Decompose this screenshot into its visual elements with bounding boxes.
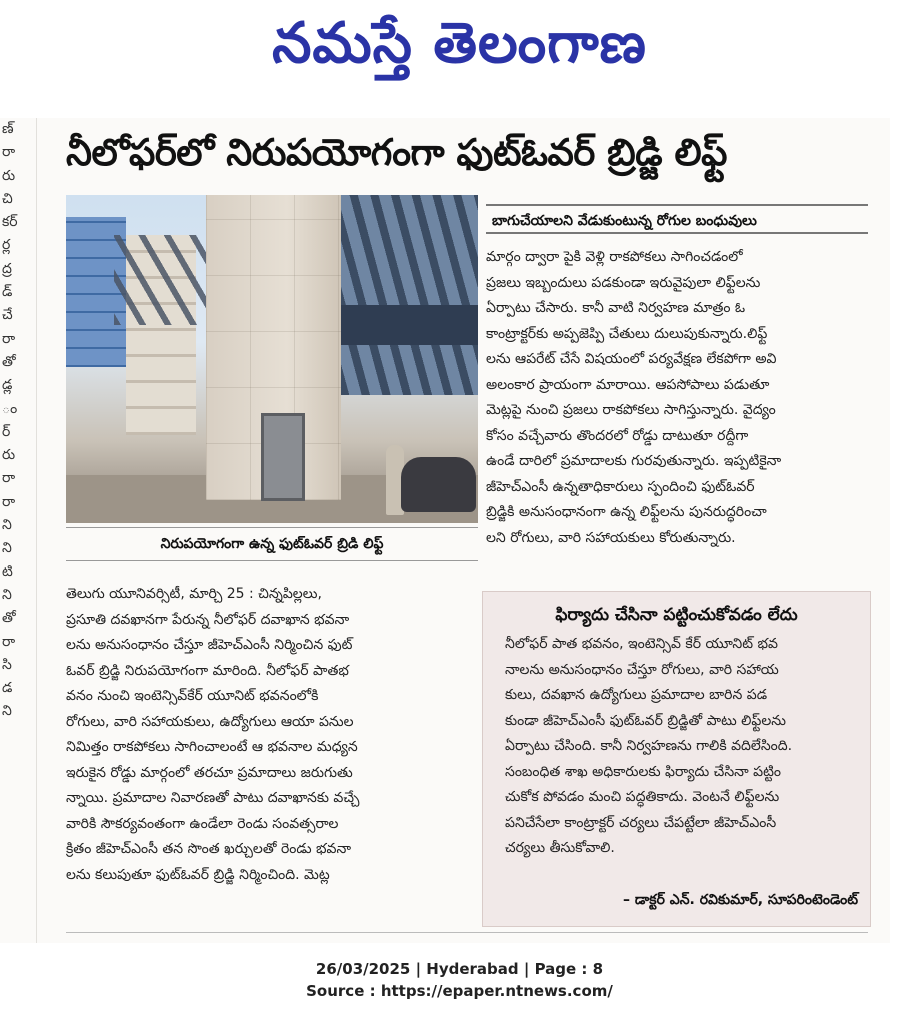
quote-line: సంబంధిత శాఖ అధికారులకు ఫిర్యాదు చేసినా పట్టిం — [505, 763, 781, 780]
photo-steel-beam — [341, 305, 478, 345]
footer-date-edition: 26/03/2025 | Hyderabad | Page : 8 — [315, 960, 604, 978]
photo-lift-door — [261, 413, 305, 501]
adjacent-article-fragment: రా — [2, 493, 16, 510]
adjacent-article-fragment: ని — [2, 540, 12, 557]
article-line: వనం నుంచి ఇంటెన్సివ్‌కేర్ యూనిట్ భవనంలోకి — [66, 688, 319, 704]
article-line: లను అనుసంధానం చేస్తూ జీహెచ్‌ఎంసీ నిర్మించిన ఫుట్ — [66, 637, 353, 653]
footer-source-label: Source : — [306, 982, 381, 1000]
adjacent-article-fragment: కర్ — [2, 214, 18, 231]
adjacent-article-fragment: రు — [2, 447, 16, 464]
article-line: నిమిత్తం రాకపోకలు సాగించాలంటే ఆ భవనాల మధ్యన — [66, 739, 358, 755]
adjacent-article-fragment: ర్ల — [2, 237, 11, 254]
article-line: జీహెచ్‌ఎంసీ ఉన్నతాధికారులు స్పందించి ఫుట్‌ఓవర్ — [486, 478, 755, 495]
quote-line: చుకోక పోవడం మంచి పద్ధతికాదు. వెంటనే లిఫ్ట్‌లను — [505, 789, 780, 805]
article-line: ఏర్పాటు చేసారు. కానీ వాటి నిర్వహణ మాత్రం ఓ — [486, 300, 746, 316]
adjacent-article-fragment: తో — [2, 610, 16, 627]
article-line: రోగులు, వారి సహాయకులు, ఉద్యోగులు ఆయా పనుల — [66, 713, 354, 730]
article-line: ప్రసూతి దవఖానగా పేరున్న నీలోఫర్ దవాఖాన భవనా — [66, 611, 350, 628]
adjacent-article-fragment: ద్ర — [2, 260, 12, 277]
article-line: తెలుగు యూనివర్సిటీ, మార్చి 25 : చిన్నపిల్లలు, — [66, 586, 322, 602]
article-line: ఇరుకైన రోడ్డు మార్గంలో తరచూ ప్రమాదాలు జరుగుతు — [66, 764, 353, 781]
article-line: న్నాయి. ప్రమాదాల నివారణతో పాటు దవాఖానకు వచ్చే — [66, 790, 360, 806]
article-line: క్రితం జీహెచ్‌ఎంసీ తన సొంత ఖర్చులతో రెండు భవనా — [66, 841, 352, 857]
adjacent-article-fragment: ణ్ — [2, 121, 14, 137]
caption-top-rule — [66, 527, 478, 528]
quote-line: నాలను అనుసంధానం చేస్తూ రోగులు, వారి సహాయ — [505, 661, 779, 678]
adjacent-article-fragment: ర్ — [2, 423, 11, 440]
article-line: ప్రజలు ఇబ్బందులు పడకుండా ఇరువైపులా లిఫ్ట్‌లను — [486, 274, 761, 291]
adjacent-article-fragment: చే — [2, 307, 13, 324]
adjacent-article-fragment: తో — [2, 353, 16, 370]
quote-signature: – డాక్టర్ ఎన్. రవికుమార్, సూపరింటెండెంట్ — [623, 892, 858, 908]
article-headline: నీలోఫర్‌లో నిరుపయోగంగా ఫుట్‌ఓవర్ బ్రిడ్జి లిఫ్ట్ — [66, 131, 727, 174]
adjacent-article-fragment: రా — [2, 470, 16, 487]
adjacent-article-fragment: ని — [2, 517, 12, 534]
footer-source-link[interactable]: https://epaper.ntnews.com/ — [380, 982, 613, 1000]
article-line: మార్గం ద్వారా పైకి వెళ్లి రాకపోకలు సాగించడంలో — [486, 249, 743, 265]
adjacent-article-strip — [0, 118, 37, 943]
footer — [0, 958, 919, 1008]
quote-line: కుండా జీహెచ్‌ఎంసీ ఫుట్‌ఓవర్ బ్రిడ్జితో పాటు లిఫ్ట్‌లను — [505, 712, 786, 729]
caption-bottom-rule — [66, 560, 478, 561]
article-body-right — [486, 245, 868, 585]
quote-line: ఏర్పాటు చేసింది. కానీ నిర్వహణను గాలికి వదిలేసింది. — [505, 738, 793, 754]
adjacent-article-fragment: సి — [2, 656, 12, 673]
footer-source — [0, 980, 919, 1002]
article-line: కోసం వచ్చేవారు తొందరలో రోడ్డు దాటుతూ రద్దీగా — [486, 427, 749, 444]
photo-steel-structure — [341, 195, 478, 395]
adjacent-article-fragment: టి — [2, 563, 13, 580]
adjacent-article-fragment: రా — [2, 144, 16, 161]
quote-line: చర్యలు తీసుకోవాలి. — [505, 840, 615, 856]
article-photo — [66, 195, 478, 523]
article-line: వారికి సౌకర్యవంతంగా ఉండేలా రెండు సంవత్సరాల — [66, 815, 339, 832]
masthead-logo: నమస్తే తెలంగాణ — [272, 10, 647, 76]
quote-line: కులు, దవఖాన ఉద్యోగులు ప్రమాదాల బారిన పడ — [505, 687, 768, 703]
adjacent-article-fragment: ని — [2, 703, 12, 720]
quote-line: పనిచేసేలా కాంట్రాక్టర్ చర్యలు చేపట్టేలా జీహెచ్‌ఎంసీ — [505, 814, 777, 831]
article-line: ఓవర్ బ్రిడ్జి నిరుపయోగంగా మారింది. నీలోఫర్ పాతభ — [66, 662, 349, 679]
photo-caption: నిరుపయోగంగా ఉన్న ఫుట్‌ఓవర్ బ్రిడి లిఫ్ట్ — [160, 536, 384, 552]
quote-box — [482, 591, 871, 927]
article-subhead: బాగుచేయాలని వేడుకుంటున్న రోగుల బంధువులు — [486, 204, 868, 234]
article-line: మెట్లపై నుంచి ప్రజలు రాకపోకలు సాగిస్తున్నారు. వైద్యం — [486, 402, 776, 418]
adjacent-article-fragment: ని — [2, 586, 12, 603]
article-line: కాంట్రాక్టర్‌కు అప్పజెప్పి చేతులు దులుపుకున్నారు.లిఫ్ట్ — [486, 325, 768, 342]
adjacent-article-fragment: రా — [2, 633, 16, 650]
quote-line: నీలోఫర్ పాత భవనం, ఇంటెన్సివ్ కేర్ యూనిట్ భవ — [505, 636, 778, 652]
quote-box-text — [505, 632, 857, 888]
article-body-left — [66, 582, 470, 912]
adjacent-article-fragment: డ్ — [2, 284, 13, 301]
adjacent-article-fragment: ం — [2, 400, 18, 417]
adjacent-article-fragment: డ — [2, 680, 13, 697]
article-line: ఉండే దారిలో ప్రమాదాలకు గురవుతున్నారు. ఇప్పటికైనా — [486, 453, 782, 469]
photo-motorcycle — [401, 457, 476, 512]
article-line: లని రోగులు, వారి సహాయకులు కోరుతున్నారు. — [486, 529, 736, 546]
article-line: లను ఆపరేట్ చేసే విషయంలో పర్యవేక్షణ లేకపోగా అవి — [486, 351, 777, 367]
adjacent-article-fragment: చి — [2, 190, 13, 207]
quote-box-title: ఫిర్యాదు చేసినా పట్టించుకోవడం లేదు — [555, 605, 798, 625]
adjacent-article-fragment: రా — [2, 330, 16, 347]
article-line: అలంకార ప్రాయంగా మారాయి. ఆపసోపాలు పడుతూ — [486, 376, 770, 393]
adjacent-article-fragment: డ్ల — [2, 377, 13, 394]
clipping-bottom-rule — [66, 932, 868, 933]
adjacent-article-fragment: రు — [2, 167, 16, 184]
article-line: లను కలుపుతూ ఫుట్‌ఓవర్ బ్రిడ్జి నిర్మించింది. మెట్ల — [66, 866, 330, 883]
masthead — [0, 0, 919, 90]
article-line: బ్రిడ్జికి అనుసంధానంగా ఉన్న లిఫ్ట్‌లను పునరుద్ధరించా — [486, 504, 767, 520]
